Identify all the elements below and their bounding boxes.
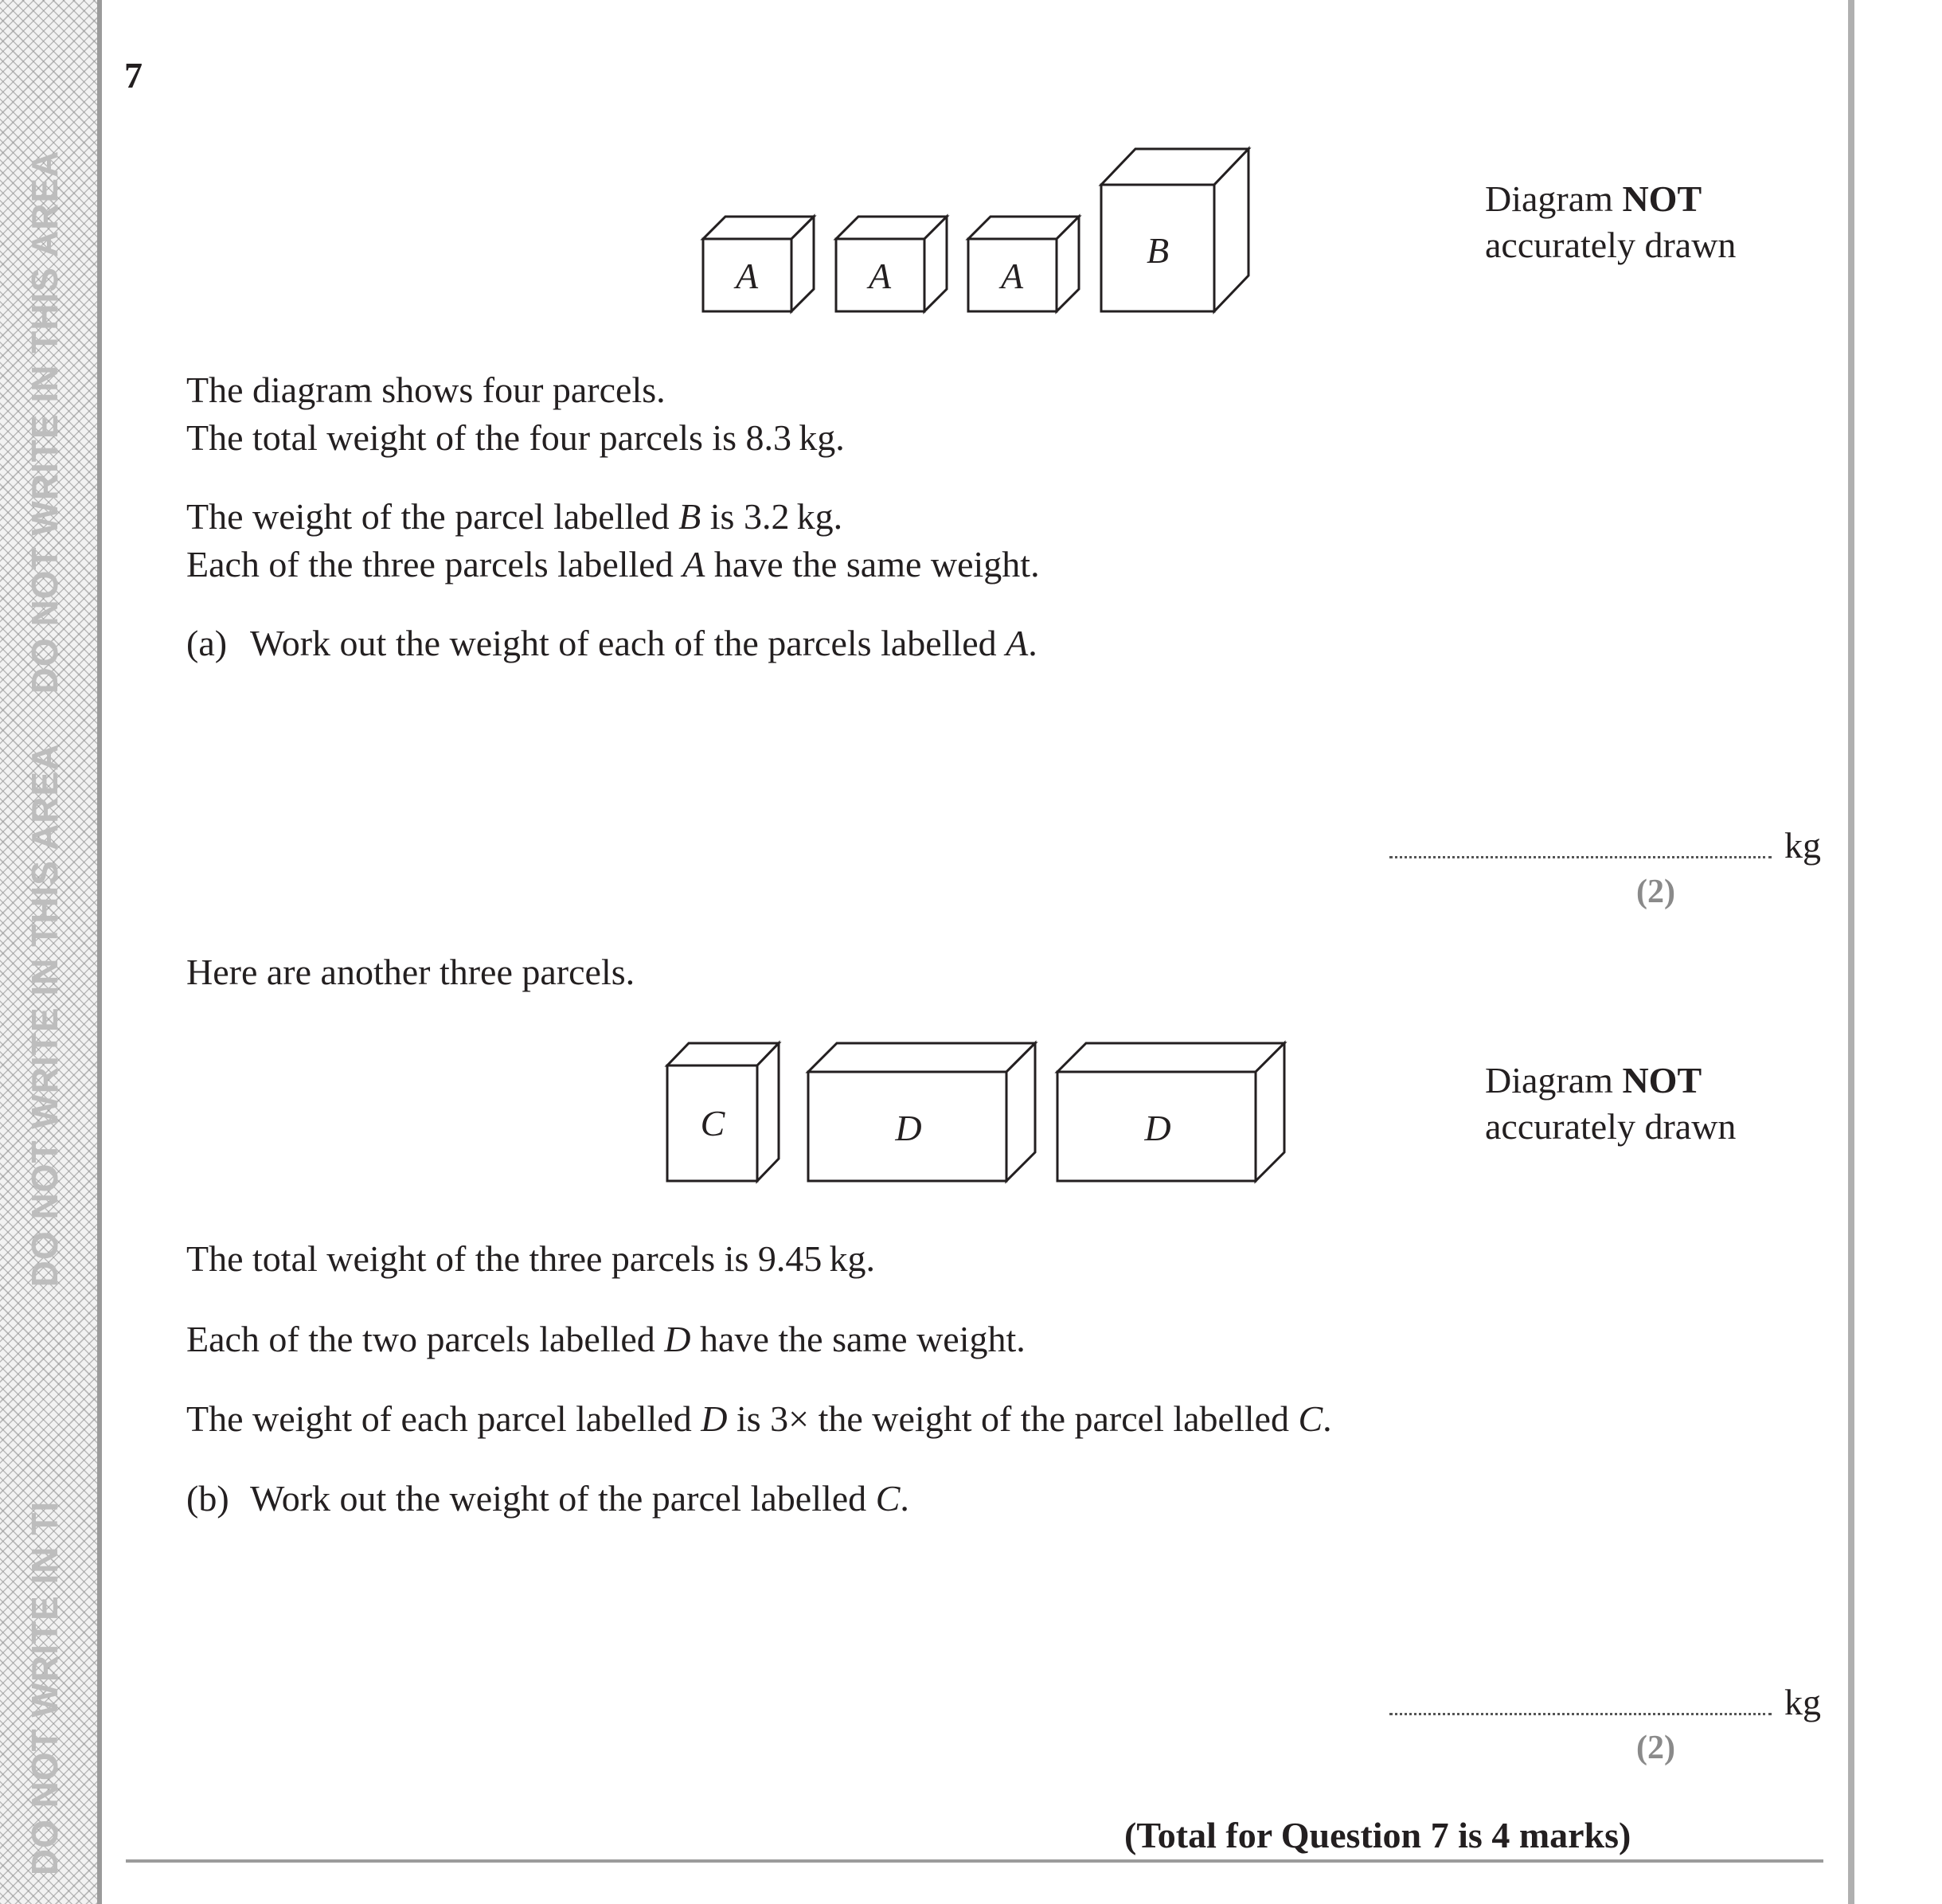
part-a-marks: (2) <box>1636 874 1675 910</box>
bottom-rule <box>126 1859 1823 1863</box>
part-b-marks: (2) <box>1636 1730 1675 1766</box>
parcel-b-label: B <box>1146 230 1170 271</box>
parcel-d-2-label: D <box>1144 1108 1171 1148</box>
part-a-question: (a) Work out the weight of each of the parcels labelled A. <box>186 623 1037 663</box>
part-b-unit: kg <box>1784 1682 1821 1722</box>
total-marks: (Total for Question 7 is 4 marks) <box>1124 1815 1631 1855</box>
weight-info-text: The weight of the parcel labelled B is 3.2 kg. Each of the three parcels labelled A have the same weight. <box>186 496 1040 584</box>
another-parcels-text: Here are another three parcels. <box>186 952 635 992</box>
part-a-unit: kg <box>1784 825 1821 866</box>
relationship-text: The weight of each parcel labelled D is 3× the weight of the parcel labelled C. <box>186 1398 1332 1439</box>
parcel-c <box>667 1043 779 1181</box>
parcel-a-1 <box>703 217 814 311</box>
intro-text: The diagram shows four parcels. The total weight of the four parcels is 8.3 kg. <box>186 369 845 458</box>
parcel-a-2-label: A <box>868 256 892 296</box>
part-b-answer-line[interactable] <box>1389 1713 1772 1715</box>
margin-warning-3: DO NOT WRITE IN TI <box>24 1500 65 1876</box>
parcel-d-2 <box>1057 1043 1284 1181</box>
parcel-d-1 <box>808 1043 1035 1181</box>
margin-warning-1: DO NOT WRITE IN THIS AREA <box>24 150 65 694</box>
diagram-note-1: Diagram NOT accurately drawn <box>1485 178 1737 265</box>
part-b-question: (b) Work out the weight of the parcel labelled C. <box>186 1478 909 1519</box>
question-number: 7 <box>124 55 143 96</box>
margin-warning-2: DO NOT WRITE IN THIS AREA <box>24 743 65 1288</box>
diagram-note-2: Diagram NOT accurately drawn <box>1485 1060 1737 1147</box>
d-same-weight-text: Each of the two parcels labelled D have the same weight. <box>186 1319 1026 1359</box>
part-a-answer-line[interactable] <box>1389 856 1772 858</box>
parcel-d-1-label: D <box>895 1108 922 1148</box>
parcel-a-3 <box>968 217 1079 311</box>
parcel-c-label: C <box>700 1103 725 1144</box>
parcel-a-1-label: A <box>735 256 759 296</box>
total-weight-2-text: The total weight of the three parcels is 9.45 kg. <box>186 1238 876 1279</box>
parcel-b <box>1101 149 1248 311</box>
parcel-a-2 <box>836 217 947 311</box>
parcel-a-3-label: A <box>1000 256 1024 296</box>
